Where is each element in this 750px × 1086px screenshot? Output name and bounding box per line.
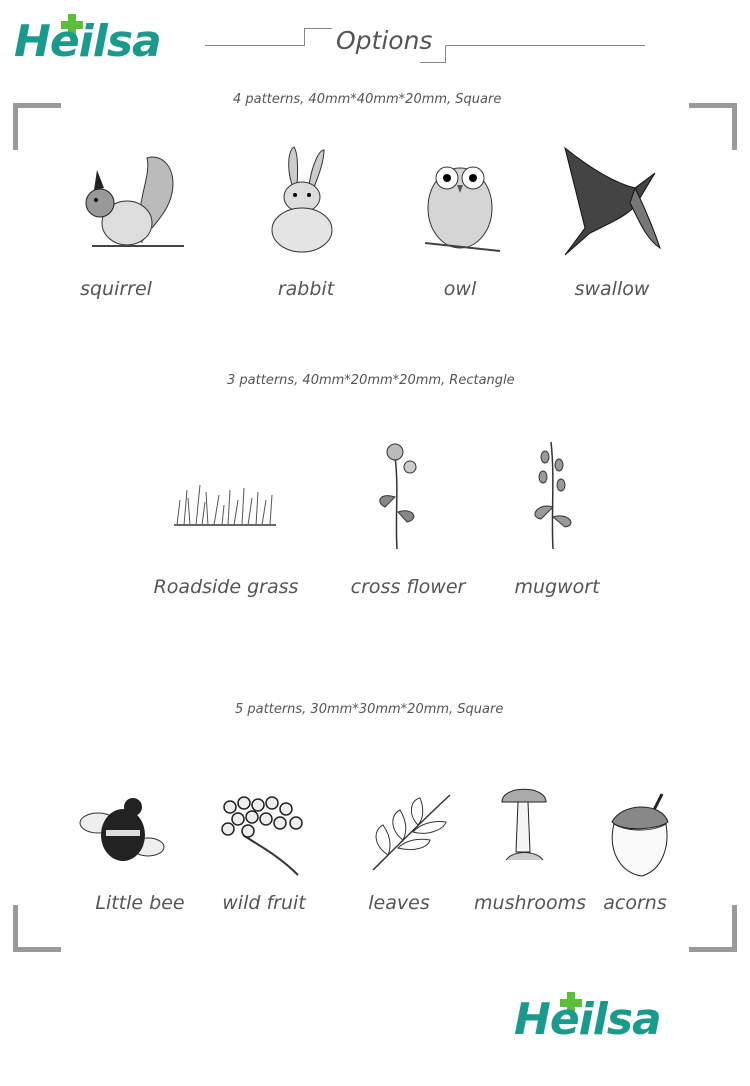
brand-logo-top [14,14,214,67]
berries-illustration [218,795,308,877]
item-label: acorns [603,892,667,914]
section-2-caption: 3 patterns, 40mm*20mm*20mm, Rectangle [227,373,515,388]
header-line-left [205,45,305,46]
item-label: owl [443,278,477,300]
section-1-caption: 4 patterns, 40mm*40mm*20mm, Square [233,92,502,107]
page-title: Options [336,26,433,55]
item-label: Little bee [95,892,185,914]
rabbit-illustration [264,145,339,255]
item-label: squirrel [80,278,152,300]
mushroom-illustration [498,780,550,865]
section-3-caption: 5 patterns, 30mm*30mm*20mm, Square [235,702,504,717]
item-label: mugwort [514,576,600,598]
logo-text: Heilsa [14,16,161,67]
header-line-right-down [445,45,446,63]
swallow-illustration [560,143,662,258]
item-label: Roadside grass [153,576,299,598]
acorn-illustration [602,792,674,878]
item-label: mushrooms [474,892,586,914]
header-line-right [445,45,645,46]
leaves-illustration [368,790,453,875]
mugwort-illustration [523,437,583,552]
header-line-left-top [304,28,332,29]
header-line-left-up [304,28,305,46]
squirrel-illustration [72,148,187,256]
item-label: swallow [574,278,650,300]
logo-text: Heilsa [514,994,661,1045]
item-label: wild fruit [222,892,306,914]
header-line-right-top [420,62,446,63]
bee-illustration [78,795,166,865]
item-label: cross flower [350,576,466,598]
item-label: rabbit [277,278,335,300]
flower-illustration [365,437,427,552]
owl-illustration [420,143,502,255]
grass-illustration [172,470,278,528]
item-label: leaves [368,892,430,914]
brand-logo-bottom [514,992,714,1044]
